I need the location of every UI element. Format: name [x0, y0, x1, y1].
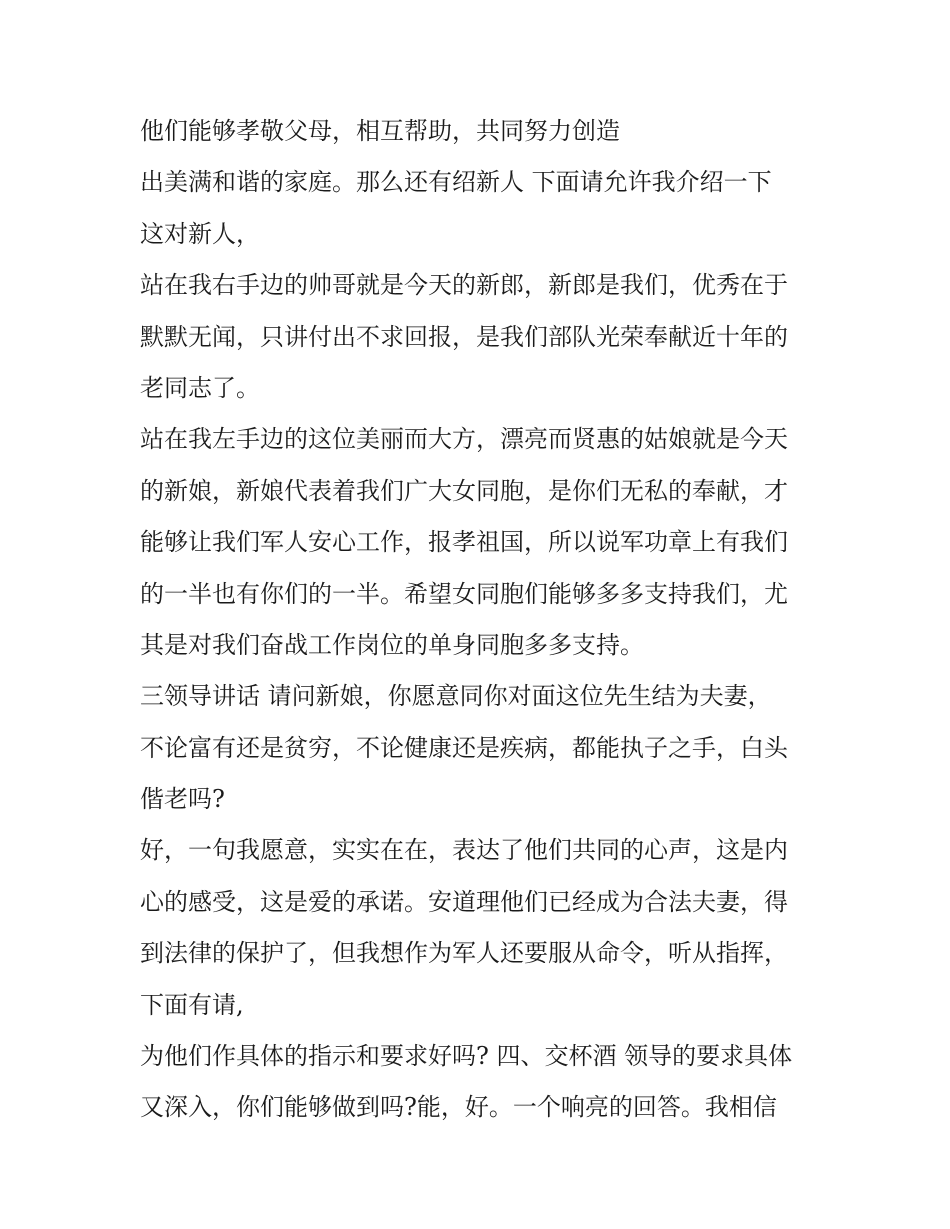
text-line: 能够让我们军人安心工作，报孝祖国，所以说军功章上有我们 [140, 528, 788, 557]
text-line: 出美满和谐的家庭。那么还有绍新人 下面请允许我介绍一下 [140, 168, 772, 197]
text-line: 心的感受，这是爱的承诺。安道理他们已经成为合法夫妻，得 [140, 887, 788, 916]
text-line: 默默无闻，只讲付出不求回报，是我们部队光荣奉献近十年的 [140, 322, 788, 351]
text-line: 下面有请, [140, 990, 244, 1019]
text-line: 这对新人， [140, 219, 260, 248]
text-line: 站在我右手边的帅哥就是今天的新郎，新郎是我们，优秀在于 [140, 271, 788, 300]
text-line: 好，一句我愿意，实实在在，表达了他们共同的心声，这是内 [140, 836, 788, 865]
text-line: 为他们作具体的指示和要求好吗? 四、交杯酒 领导的要求具体 [140, 1042, 793, 1071]
text-line: 不论富有还是贫穷，不论健康还是疾病，都能执子之手，白头 [140, 733, 788, 762]
text-line: 他们能够孝敬父母，相互帮助，共同努力创造 [140, 117, 620, 145]
text-line: 站在我左手边的这位美丽而大方，漂亮而贤惠的姑娘就是今天 [140, 425, 788, 454]
text-line: 三领导讲话 请问新娘，你愿意同你对面这位先生结为夫妻， [140, 682, 772, 711]
text-line: 到法律的保护了，但我想作为军人还要服从命令，听从指挥， [140, 939, 788, 968]
text-line: 老同志了。 [140, 373, 260, 402]
document-body [140, 106, 820, 1134]
text-line: 的新娘，新娘代表着我们广大女同胞，是你们无私的奉献，才 [140, 476, 788, 505]
text-line: 偕老吗? [140, 785, 225, 814]
text-line: 其是对我们奋战工作岗位的单身同胞多多支持。 [140, 630, 644, 659]
text-line: 又深入，你们能够做到吗?能，好。一个响亮的回答。我相信 [140, 1093, 777, 1122]
text-line: 的一半也有你们的一半。希望女同胞们能够多多支持我们，尤 [140, 579, 788, 608]
